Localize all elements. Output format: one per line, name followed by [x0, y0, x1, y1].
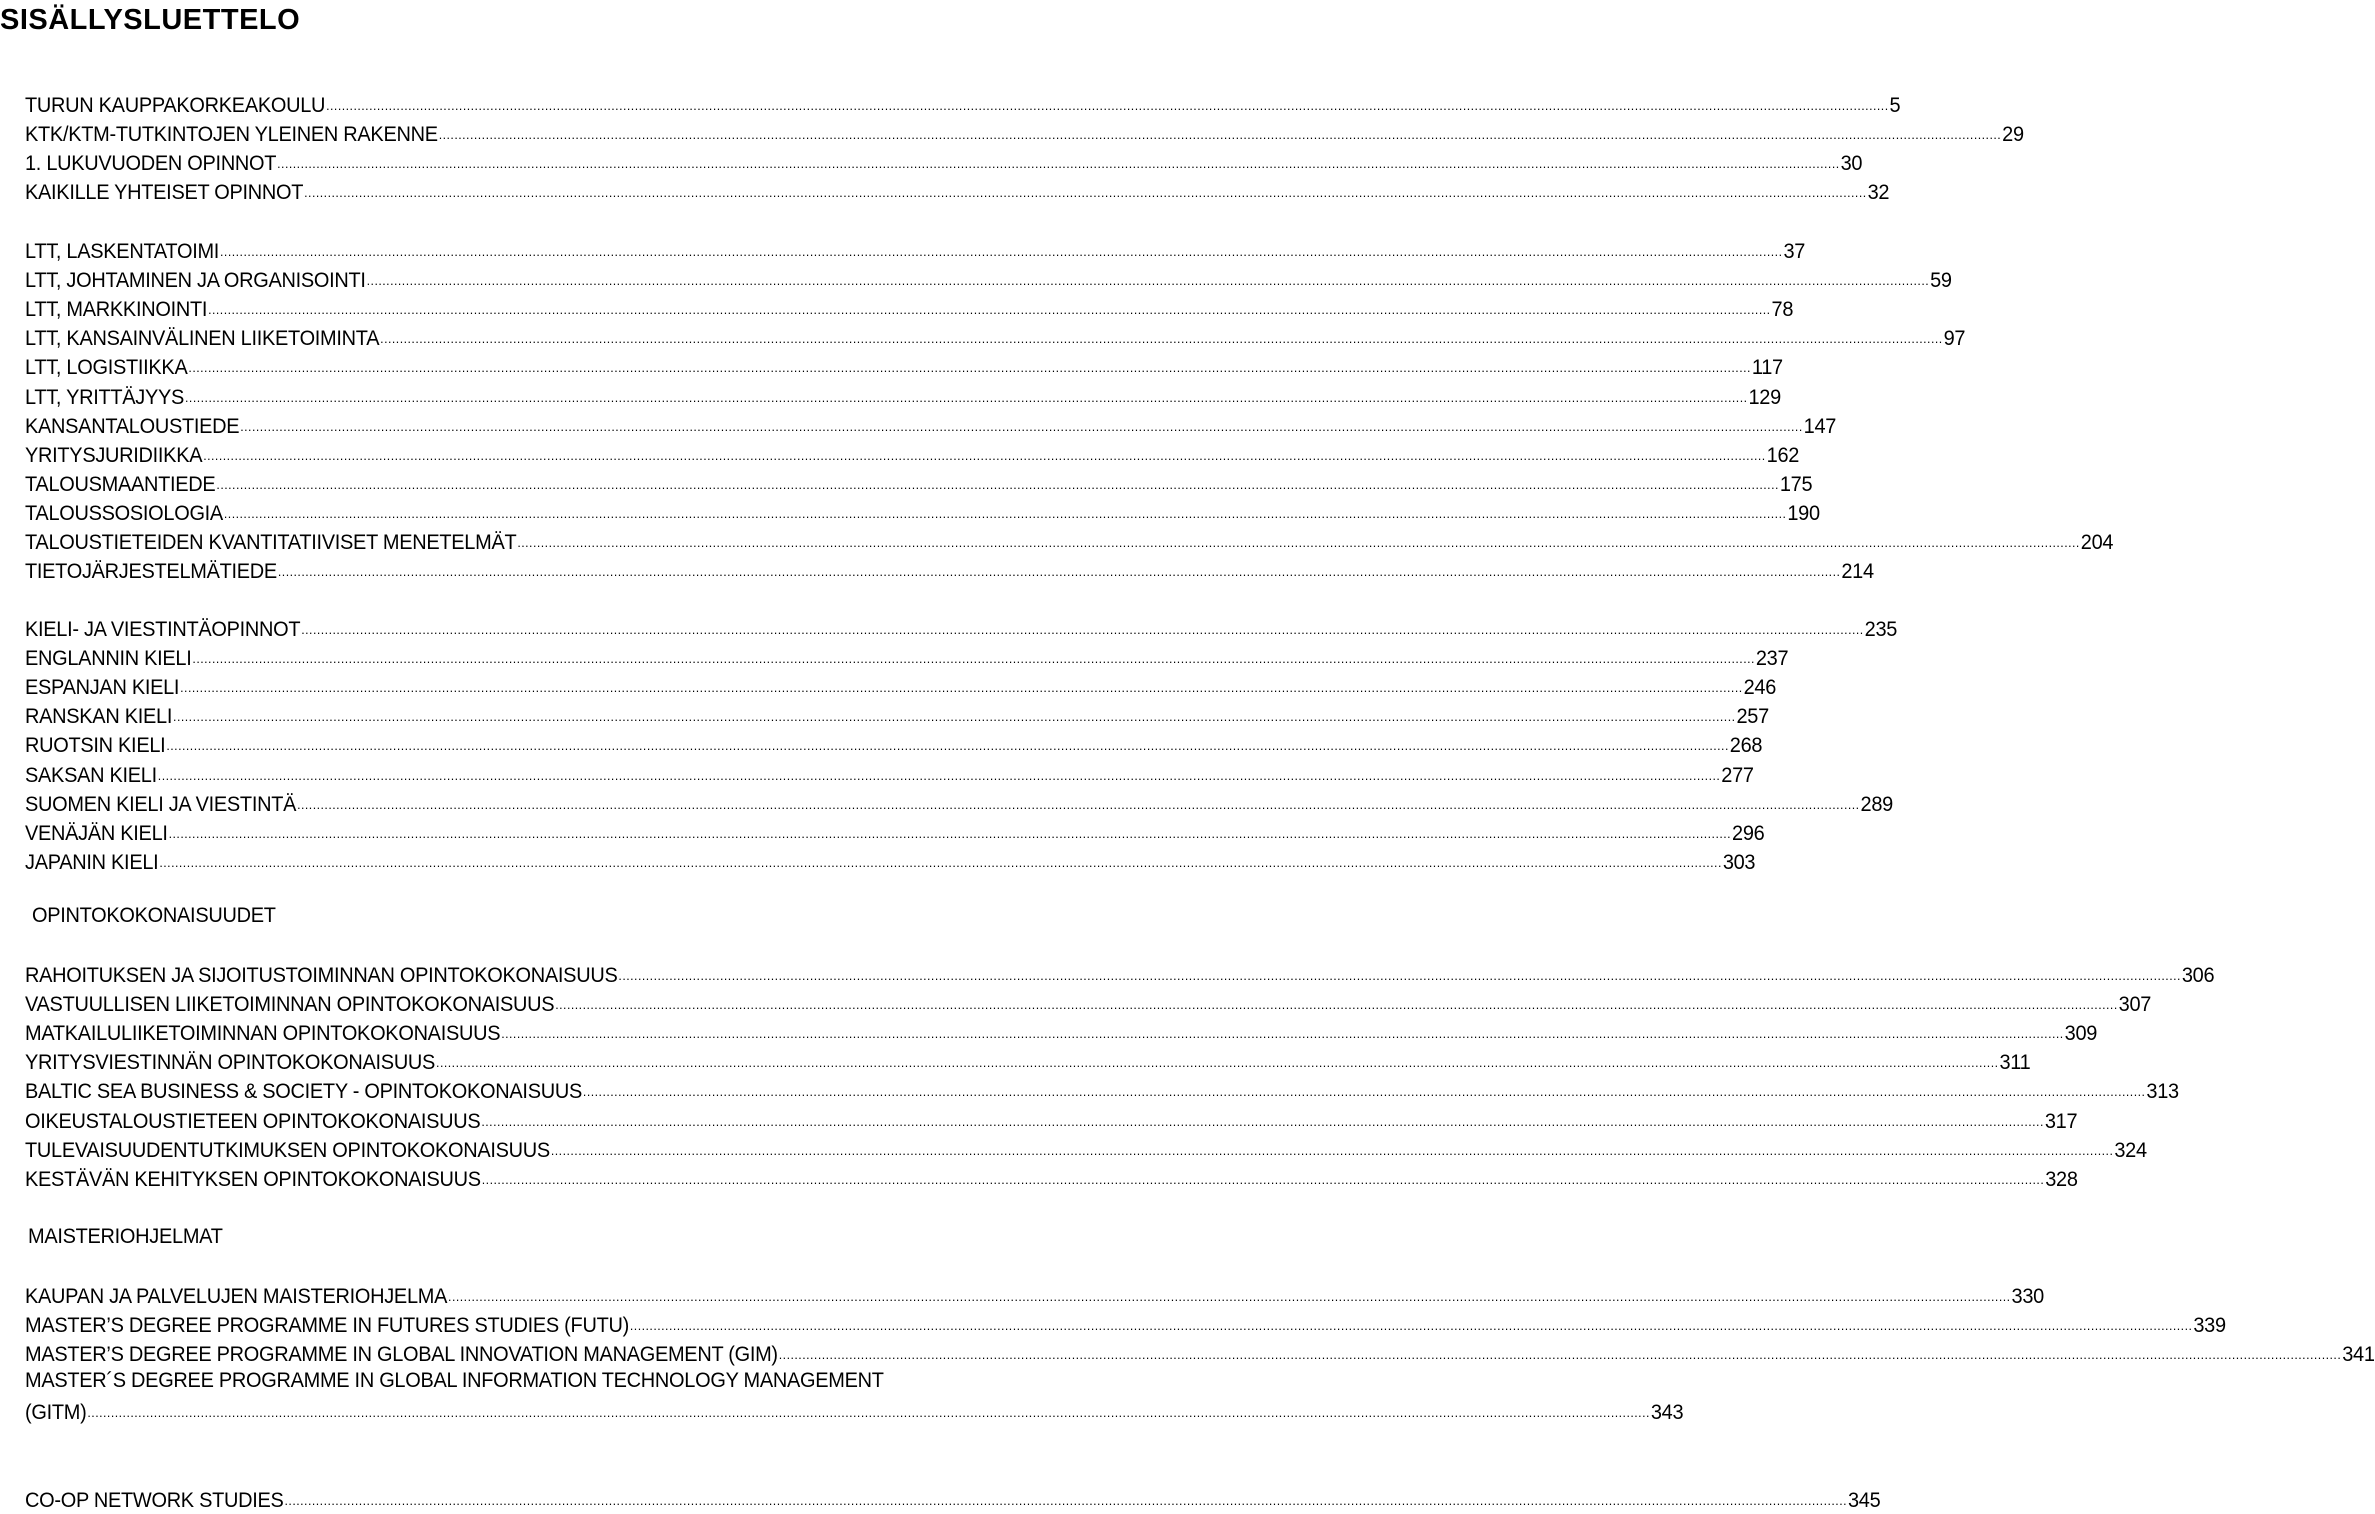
dot-leader: ................................................................................................................................................................................................................................................................................................................................................................................................................ [180, 680, 1743, 695]
toc-entry[interactable] [25, 614, 1898, 643]
toc-entry-page-number: 129 [1748, 386, 1781, 409]
toc-entry[interactable] [25, 498, 1820, 527]
toc-entry[interactable] [25, 1135, 2147, 1164]
toc-entry-title: ESPANJAN KIELI [25, 676, 180, 699]
toc-entry-title: BALTIC SEA BUSINESS & SOCIETY - OPINTOKOKONAISUUS [25, 1080, 582, 1103]
toc-entry-page-number: 162 [1766, 444, 1800, 467]
dot-leader: ................................................................................................................................................................................................................................................................................................................................................................................................................ [550, 1143, 2114, 1158]
toc-entry[interactable] [25, 323, 1966, 352]
toc-entry-title: LTT, JOHTAMINEN JA ORGANISOINTI [25, 269, 366, 292]
toc-entry-title: KAIKILLE YHTEISET OPINNOT [25, 181, 304, 204]
toc-entry-title: RUOTSIN KIELI [25, 734, 166, 757]
toc-entry[interactable] [25, 556, 1874, 585]
toc-entry[interactable] [25, 818, 1765, 847]
toc-entry-page-number: 277 [1721, 764, 1754, 787]
toc-entry[interactable] [25, 989, 2152, 1018]
toc-entry-title: MASTER’S DEGREE PROGRAMME IN GLOBAL INNOVATION MANAGEMENT (GIM) [25, 1343, 778, 1366]
toc-entry[interactable] [25, 1281, 2044, 1310]
toc-entry-page-number: 313 [2146, 1080, 2179, 1103]
toc-entry-page-number: 30 [1840, 152, 1863, 175]
toc-entry-page-number: 341 [2342, 1343, 2375, 1366]
dot-leader: ................................................................................................................................................................................................................................................................................................................................................................................................................ [555, 997, 2118, 1012]
toc-entry-title: MASTER’S DEGREE PROGRAMME IN FUTURES STUDIES (FUTU) [25, 1314, 629, 1337]
dot-leader: ................................................................................................................................................................................................................................................................................................................................................................................................................ [216, 477, 1779, 492]
dot-leader: ................................................................................................................................................................................................................................................................................................................................................................................................................ [517, 535, 2080, 550]
toc-entry-page-number: 175 [1779, 473, 1813, 496]
toc-entry[interactable] [25, 469, 1813, 498]
dot-leader: ................................................................................................................................................................................................................................................................................................................................................................................................................ [481, 1172, 2045, 1187]
toc-entry-title: RAHOITUKSEN JA SIJOITUSTOIMINNAN OPINTOKOKONAISUUS [25, 964, 618, 987]
toc-entry-title: VASTUULLISEN LIIKETOIMINNAN OPINTOKOKONAISUUS [25, 993, 555, 1016]
dot-leader: ................................................................................................................................................................................................................................................................................................................................................................................................................ [301, 622, 1864, 637]
toc-entry[interactable] [25, 789, 1893, 818]
toc-entry-page-number: 59 [1930, 269, 1952, 292]
toc-entry[interactable] [25, 960, 2215, 989]
toc-entry[interactable] [25, 440, 1800, 469]
dot-leader: ................................................................................................................................................................................................................................................................................................................................................................................................................ [297, 797, 1860, 812]
toc-entry[interactable] [25, 236, 1806, 265]
toc-entry-page-number: 317 [2044, 1110, 2078, 1133]
toc-entry-title: 1. LUKUVUODEN OPINNOT [25, 152, 277, 175]
dot-leader: ................................................................................................................................................................................................................................................................................................................................................................................................................ [168, 826, 1732, 841]
toc-entry-page-number: 289 [1860, 793, 1893, 816]
toc-entry[interactable] [25, 411, 1837, 440]
dot-leader: ................................................................................................................................................................................................................................................................................................................................................................................................................ [166, 738, 1729, 753]
toc-entry-title: LTT, KANSAINVÄLINEN LIIKETOIMINTA [25, 327, 380, 350]
toc-entry[interactable] [25, 1076, 2179, 1105]
toc-entry[interactable] [25, 672, 1777, 701]
toc-entry-title: JAPANIN KIELI [25, 851, 159, 874]
dot-leader: ................................................................................................................................................................................................................................................................................................................................................................................................................ [304, 185, 1867, 200]
dot-leader: ................................................................................................................................................................................................................................................................................................................................................................................................................ [778, 1347, 2342, 1362]
toc-entry-page-number: 5 [1889, 94, 1901, 117]
toc-entry-title: LTT, MARKKINOINTI [25, 298, 208, 321]
toc-entry[interactable] [25, 643, 1789, 672]
toc-entry-page-number: 257 [1736, 705, 1769, 728]
section-heading: OPINTOKOKONAISUUDET [32, 904, 276, 927]
toc-entry-page-number: 307 [2118, 993, 2152, 1016]
toc-entry-title: KANSANTALOUSTIEDE [25, 415, 240, 438]
toc-entry-title: YRITYSJURIDIIKKA [25, 444, 203, 467]
toc-entry[interactable] [25, 352, 1783, 381]
toc-entry[interactable] [25, 90, 1901, 119]
dot-leader: ................................................................................................................................................................................................................................................................................................................................................................................................................ [582, 1084, 2146, 1099]
toc-entry-page-number: 246 [1743, 676, 1777, 699]
toc-entry[interactable]: MASTER´S DEGREE PROGRAMME IN GLOBAL INFORMATION TECHNOLOGY MANAGEMENT [25, 1369, 884, 1392]
toc-entry[interactable] [25, 1339, 2375, 1368]
toc-entry-title: VENÄJÄN KIELI [25, 822, 168, 845]
toc-entry-page-number: 309 [2064, 1022, 2098, 1045]
toc-entry[interactable] [25, 1018, 2098, 1047]
toc-entry-title: LTT, YRITTÄJYYS [25, 386, 185, 409]
toc-entry-title: OIKEUSTALOUSTIETEEN OPINTOKOKONAISUUS [25, 1110, 481, 1133]
toc-entry[interactable] [25, 527, 2114, 556]
dot-leader: ................................................................................................................................................................................................................................................................................................................................................................................................................ [185, 390, 1748, 405]
toc-entry[interactable] [25, 1047, 2031, 1076]
dot-leader: ................................................................................................................................................................................................................................................................................................................................................................................................................ [284, 1493, 1848, 1508]
dot-leader: ................................................................................................................................................................................................................................................................................................................................................................................................................ [173, 709, 1736, 724]
toc-entry-page-number: 303 [1722, 851, 1756, 874]
dot-leader: ................................................................................................................................................................................................................................................................................................................................................................................................................ [240, 419, 1803, 434]
toc-entry[interactable] [25, 382, 1781, 411]
toc-entry-title: (GITM) [25, 1401, 87, 1424]
toc-entry-page-number: 268 [1729, 734, 1763, 757]
dot-leader: ................................................................................................................................................................................................................................................................................................................................................................................................................ [192, 651, 1755, 666]
toc-entry-title: LTT, LOGISTIIKKA [25, 356, 188, 379]
dot-leader: ................................................................................................................................................................................................................................................................................................................................................................................................................ [629, 1318, 2193, 1333]
dot-leader: ................................................................................................................................................................................................................................................................................................................................................................................................................ [277, 156, 1840, 171]
toc-entry[interactable] [25, 1397, 1684, 1426]
toc-entry[interactable] [25, 265, 1952, 294]
dot-leader: ................................................................................................................................................................................................................................................................................................................................................................................................................ [366, 273, 1930, 288]
toc-entry-title: TURUN KAUPPAKORKEAKOULU [25, 94, 326, 117]
dot-leader: ................................................................................................................................................................................................................................................................................................................................................................................................................ [380, 331, 1943, 346]
toc-entry-page-number: 204 [2080, 531, 2114, 554]
toc-entry-page-number: 296 [1732, 822, 1765, 845]
toc-entry[interactable] [25, 148, 1863, 177]
toc-entry[interactable] [25, 119, 2024, 148]
toc-entry-page-number: 330 [2011, 1285, 2044, 1308]
dot-leader: ................................................................................................................................................................................................................................................................................................................................................................................................................ [208, 302, 1771, 317]
toc-entry-title: MATKAILULIIKETOIMINNAN OPINTOKOKONAISUUS [25, 1022, 501, 1045]
toc-entry-title: ENGLANNIN KIELI [25, 647, 192, 670]
toc-entry-page-number: 237 [1755, 647, 1789, 670]
toc-entry-title: TIETOJÄRJESTELMÄTIEDE [25, 560, 277, 583]
dot-leader: ................................................................................................................................................................................................................................................................................................................................................................................................................ [438, 127, 2002, 142]
toc-entry-page-number: 339 [2193, 1314, 2226, 1337]
toc-entry-title: SUOMEN KIELI JA VIESTINTÄ [25, 793, 297, 816]
toc-entry-page-number: 117 [1751, 356, 1783, 379]
dot-leader: ................................................................................................................................................................................................................................................................................................................................................................................................................ [159, 855, 1722, 870]
toc-entry-title: TALOUSSOSIOLOGIA [25, 502, 223, 525]
toc-entry-page-number: 324 [2114, 1139, 2147, 1162]
page-title: SISÄLLYSLUETTELO [0, 4, 301, 36]
toc-entry[interactable] [25, 760, 1754, 789]
toc-entry-title: KTK/KTM-TUTKINTOJEN YLEINEN RAKENNE [25, 123, 438, 146]
section-heading: MAISTERIOHJELMAT [28, 1225, 223, 1248]
toc-entry-page-number: 214 [1841, 560, 1874, 583]
toc-entry-page-number: 29 [2002, 123, 2024, 146]
toc-entry[interactable] [25, 730, 1763, 759]
dot-leader: ................................................................................................................................................................................................................................................................................................................................................................................................................ [277, 564, 1841, 579]
toc-entry-page-number: 345 [1847, 1489, 1881, 1512]
toc-entry-page-number: 78 [1771, 298, 1794, 321]
dot-leader: ................................................................................................................................................................................................................................................................................................................................................................................................................ [157, 768, 1721, 783]
toc-entry-page-number: 190 [1787, 502, 1820, 525]
dot-leader: ................................................................................................................................................................................................................................................................................................................................................................................................................ [481, 1114, 2044, 1129]
toc-entry-title: KESTÄVÄN KEHITYKSEN OPINTOKOKONAISUUS [25, 1168, 481, 1191]
toc-entry[interactable] [25, 1164, 2078, 1193]
toc-entry[interactable] [25, 294, 1794, 323]
dot-leader: ................................................................................................................................................................................................................................................................................................................................................................................................................ [501, 1026, 2064, 1041]
toc-entry-page-number: 235 [1864, 618, 1898, 641]
toc-entry-page-number: 147 [1803, 415, 1837, 438]
dot-leader: ................................................................................................................................................................................................................................................................................................................................................................................................................ [448, 1289, 2011, 1304]
toc-entry-page-number: 311 [1999, 1051, 2031, 1074]
toc-entry[interactable] [25, 1106, 2078, 1135]
toc-entry-title: CO-OP NETWORK STUDIES [25, 1489, 284, 1512]
toc-entry[interactable] [25, 701, 1769, 730]
toc-entry-title: LTT, LASKENTATOIMI [25, 240, 220, 263]
toc-entry-title: TULEVAISUUDENTUTKIMUKSEN OPINTOKOKONAISUUS [25, 1139, 550, 1162]
toc-entry-title: TALOUSMAANTIEDE [25, 473, 216, 496]
dot-leader: ................................................................................................................................................................................................................................................................................................................................................................................................................ [87, 1405, 1650, 1420]
toc-entry-title: KAUPAN JA PALVELUJEN MAISTERIOHJELMA [25, 1285, 448, 1308]
toc-entry-page-number: 97 [1943, 327, 1966, 350]
toc-entry-title: RANSKAN KIELI [25, 705, 173, 728]
dot-leader: ................................................................................................................................................................................................................................................................................................................................................................................................................ [188, 360, 1751, 375]
toc-entry[interactable] [25, 1310, 2226, 1339]
toc-entry[interactable] [25, 847, 1756, 876]
dot-leader: ................................................................................................................................................................................................................................................................................................................................................................................................................ [220, 244, 1783, 259]
toc-entry-title: YRITYSVIESTINNÄN OPINTOKOKONAISUUS [25, 1051, 436, 1074]
dot-leader: ................................................................................................................................................................................................................................................................................................................................................................................................................ [326, 98, 1889, 113]
toc-entry-page-number: 328 [2045, 1168, 2078, 1191]
toc-entry-title: SAKSAN KIELI [25, 764, 157, 787]
toc-entry[interactable] [25, 1485, 1881, 1514]
dot-leader: ................................................................................................................................................................................................................................................................................................................................................................................................................ [223, 506, 1787, 521]
dot-leader: ................................................................................................................................................................................................................................................................................................................................................................................................................ [203, 448, 1766, 463]
dot-leader: ................................................................................................................................................................................................................................................................................................................................................................................................................ [618, 968, 2181, 983]
toc-entry-title: KIELI- JA VIESTINTÄOPINNOT [25, 618, 301, 641]
toc-entry-page-number: 32 [1867, 181, 1890, 204]
toc-entry[interactable] [25, 177, 1890, 206]
toc-entry-page-number: 343 [1650, 1401, 1684, 1424]
toc-entry-page-number: 37 [1783, 240, 1806, 263]
dot-leader: ................................................................................................................................................................................................................................................................................................................................................................................................................ [436, 1055, 1999, 1070]
toc-entry-page-number: 306 [2181, 964, 2215, 987]
toc-entry-title: TALOUSTIETEIDEN KVANTITATIIVISET MENETELMÄT [25, 531, 517, 554]
